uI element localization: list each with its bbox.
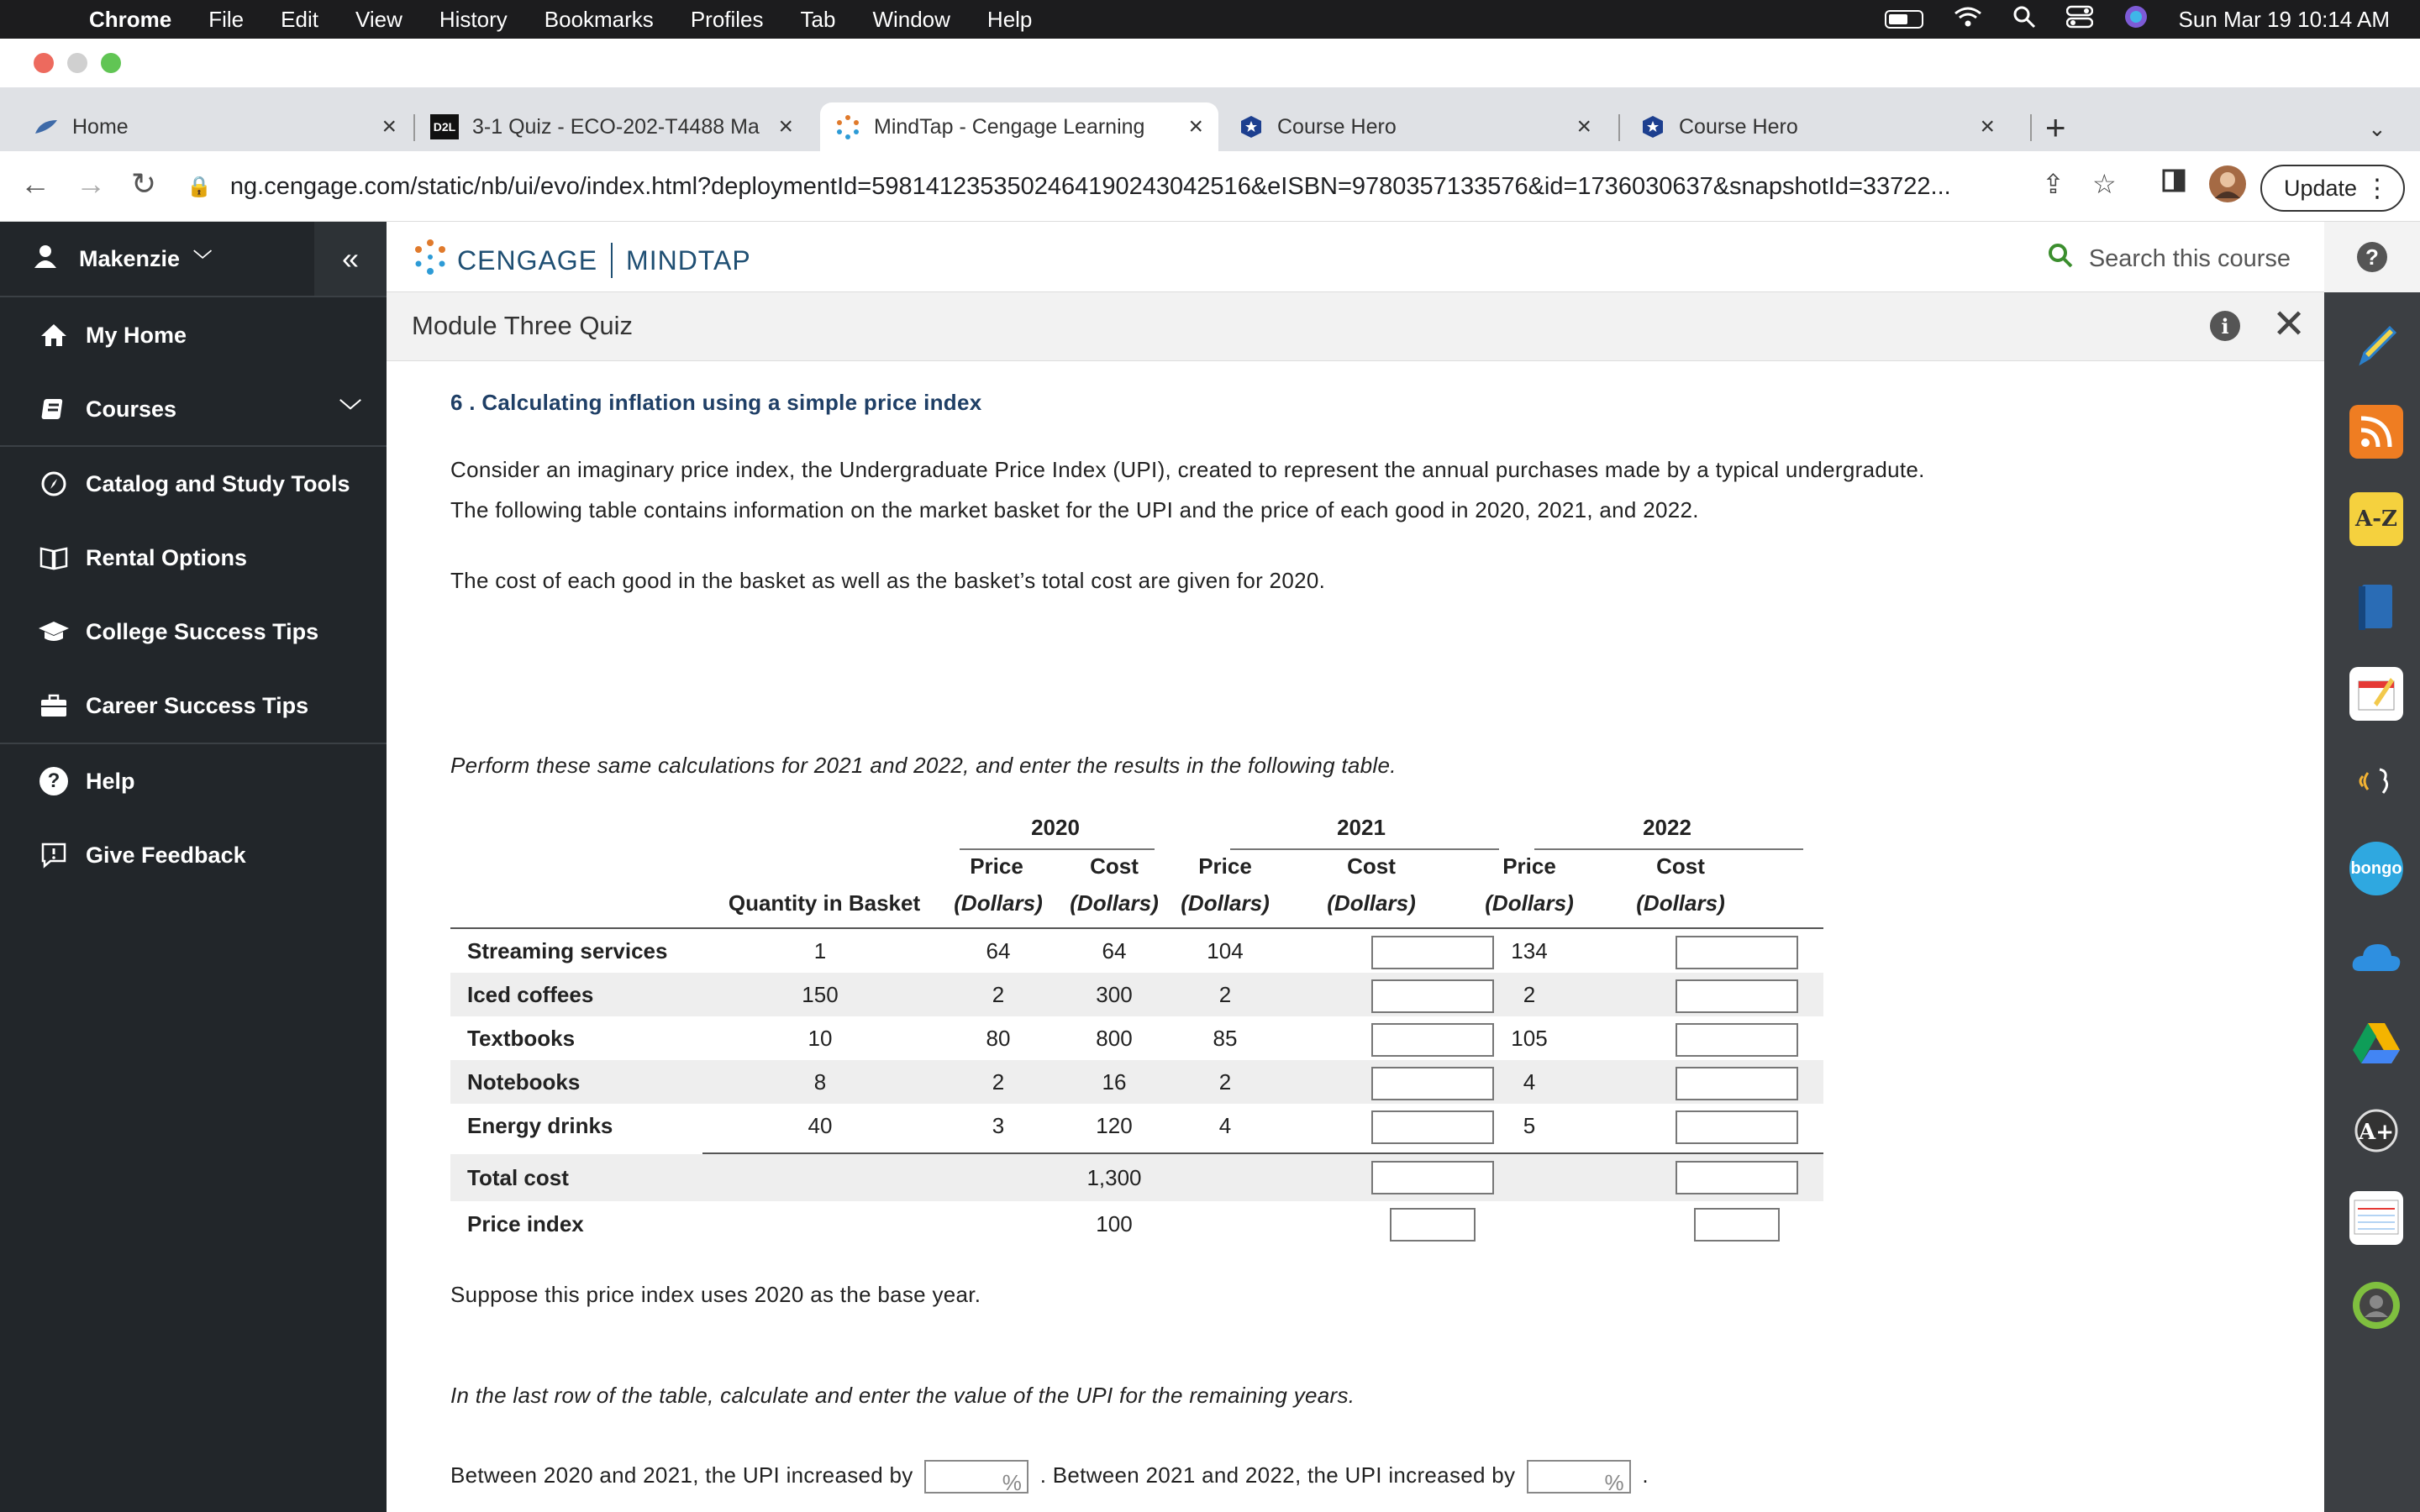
sidebar-item-label: Help (86, 768, 135, 794)
sidebar-item-give-feedback[interactable] (0, 819, 387, 891)
open-book-icon (30, 545, 77, 570)
svg-text:A+: A+ (2359, 1120, 2394, 1145)
total-cost-2022-input[interactable] (1676, 1161, 1798, 1194)
sidebar-item-career-success[interactable] (0, 669, 387, 742)
row-label: Iced coffees (467, 981, 594, 1007)
cost-2021-input[interactable] (1371, 1023, 1494, 1057)
last-row-instruction: In the last row of the table, calculate and enter the value of the UPI for the remaining years. (450, 1383, 1355, 1408)
price-2022-cell: 2 (1523, 981, 1536, 1007)
price-2020-cell: 64 (986, 937, 1011, 963)
tab-search-chevron-icon[interactable]: ⌄ (2368, 116, 2386, 141)
tab-course-hero-1[interactable] (1239, 102, 1607, 151)
reload-icon[interactable]: ↻ (131, 166, 157, 201)
course-hero-star-icon (1640, 114, 1665, 139)
quantity-cell: 150 (802, 981, 839, 1007)
price-index-row (450, 1201, 1823, 1247)
flashcards-icon[interactable] (2349, 1191, 2403, 1245)
chevron-down-icon: ﹀ (193, 249, 213, 270)
activity-header (387, 292, 2324, 361)
cost-2021-input[interactable] (1371, 936, 1494, 969)
table-row (450, 1060, 1823, 1104)
graduation-cap-icon (30, 619, 77, 644)
search-icon (2047, 242, 2074, 276)
cost-2020-cell: 120 (1096, 1112, 1133, 1138)
cost-2021-input[interactable] (1371, 1067, 1494, 1100)
table-row (450, 1104, 1823, 1147)
profile-ring-icon[interactable] (2349, 1278, 2403, 1332)
window-titlebar (0, 39, 2420, 87)
tab-mindtap[interactable] (820, 102, 1218, 151)
table-row (450, 973, 1823, 1016)
rss-feed-icon[interactable] (2349, 405, 2403, 459)
upi-increase-2022-input[interactable] (1527, 1460, 1631, 1494)
cost-2020-cell: 800 (1096, 1025, 1133, 1051)
row-label: Total cost (467, 1164, 569, 1190)
cost-2020-cell: 300 (1096, 981, 1133, 1007)
quantity-cell: 40 (808, 1112, 833, 1138)
menu-edit[interactable]: Edit (281, 6, 318, 32)
readspeaker-icon[interactable] (2349, 754, 2403, 808)
cost-2022-input[interactable] (1676, 1023, 1798, 1057)
zoom-window-button[interactable] (101, 53, 121, 73)
tab-strip (0, 87, 2420, 151)
double-chevron-left-icon: « (341, 241, 360, 276)
pencil-icon[interactable] (2349, 318, 2403, 371)
lock-icon: 🔒 (187, 175, 212, 198)
brand-mindtap: MINDTAP (626, 244, 751, 276)
question-heading: 6 . Calculating inflation using a simple price index (450, 390, 982, 415)
tab-home[interactable] (34, 102, 412, 151)
col-header-price: Price (1198, 853, 1252, 879)
menu-window[interactable]: Window (872, 6, 950, 32)
cost-2022-input[interactable] (1676, 979, 1798, 1013)
row-label: Notebooks (467, 1068, 581, 1095)
price-index-2020-cell: 100 (1096, 1210, 1133, 1236)
row-label: Energy drinks (467, 1112, 613, 1138)
cost-2022-input[interactable] (1676, 1067, 1798, 1100)
table-row (450, 929, 1823, 973)
macos-menubar (0, 0, 2420, 39)
address-bar[interactable] (187, 165, 2128, 208)
col-header-quantity: Quantity in Basket (728, 890, 921, 916)
brand-cengage: CENGAGE (457, 244, 598, 276)
help-circle-icon: ? (30, 767, 77, 795)
row-label: Textbooks (467, 1025, 576, 1051)
menu-view[interactable]: View (355, 6, 402, 32)
question-paragraph: Consider an imaginary price index, the Undergraduate Price Index (UPI), created to represent the annual purchases made by a typical undergradute. (450, 457, 1925, 482)
close-tab-icon[interactable]: × (778, 113, 793, 140)
price-2022-cell: 105 (1511, 1025, 1548, 1051)
question-paragraph: The cost of each good in the basket as well as the basket’s total cost are given for 2020. (450, 568, 1326, 593)
aplia-icon[interactable] (2349, 1104, 2403, 1158)
tab-title: 3-1 Quiz - ECO-202-T4488 Ma (472, 114, 760, 139)
quantity-cell: 8 (813, 1068, 827, 1095)
kebab-menu-icon[interactable]: ⋮ (2365, 174, 2390, 202)
profile-avatar[interactable] (2208, 165, 2247, 210)
close-activity-icon[interactable]: ✕ (2272, 302, 2307, 347)
menu-bookmarks[interactable]: Bookmarks (544, 6, 654, 32)
sidebar-item-catalog[interactable] (0, 448, 387, 520)
price-2021-cell: 2 (1218, 1068, 1232, 1095)
d2l-favicon: D2L (430, 114, 459, 139)
menu-app-name[interactable]: Chrome (89, 6, 172, 32)
user-name: Makenzie (79, 245, 181, 271)
upi-increase-sentence (450, 1457, 1649, 1494)
sidebar-item-label: Rental Options (86, 544, 248, 570)
total-cost-2020-cell: 1,300 (1086, 1164, 1142, 1190)
info-icon[interactable]: i (2210, 311, 2240, 341)
cost-2021-input[interactable] (1371, 979, 1494, 1013)
wifi-icon[interactable] (1954, 6, 1982, 34)
compass-icon (30, 470, 77, 497)
price-2021-cell: 85 (1213, 1025, 1238, 1051)
col-header-dollars: (Dollars) (1485, 890, 1574, 916)
user-icon (34, 244, 57, 274)
quantity-cell: 1 (813, 937, 827, 963)
tab-d2l-quiz[interactable] (430, 102, 808, 151)
sidebar-item-label: Catalog and Study Tools (86, 470, 350, 496)
price-2020-cell: 80 (986, 1025, 1011, 1051)
tab-course-hero-2[interactable] (1640, 102, 2010, 151)
url-text[interactable]: ng.cengage.com/static/nb/ui/evo/index.html?deploymentId=5981412353502464190243042516&eISBN=9780357133576&id=1736030637&snapshotId=33722... (229, 172, 1951, 200)
col-header-price: Price (1502, 853, 1556, 879)
sentence-part: . (1642, 1462, 1649, 1488)
app-dock (2324, 292, 2420, 1512)
close-tab-icon[interactable]: × (1576, 113, 1591, 140)
year-header-2022: 2022 (1643, 815, 1691, 840)
google-drive-icon[interactable] (2349, 1016, 2403, 1070)
cengage-mindtap-logo[interactable] (412, 239, 751, 282)
cost-2021-input[interactable] (1371, 1110, 1494, 1144)
tab-title: Course Hero (1679, 114, 1798, 139)
sidebar-item-label: College Success Tips (86, 618, 319, 644)
bookmark-star-icon[interactable]: ☆ (2092, 169, 2117, 199)
notes-icon[interactable] (2349, 667, 2403, 721)
col-header-cost: Cost (1347, 853, 1396, 879)
bongo-icon[interactable]: bongo (2349, 842, 2403, 895)
row-label: Price index (467, 1210, 584, 1236)
ebook-icon[interactable] (2349, 580, 2403, 633)
close-window-button[interactable] (34, 53, 54, 73)
search-placeholder: Search this course (2088, 245, 2291, 272)
menu-history[interactable]: History (439, 6, 508, 32)
col-header-cost: Cost (1656, 853, 1705, 879)
price-2020-cell: 2 (992, 981, 1005, 1007)
sidebar-item-label: Give Feedback (86, 842, 246, 868)
col-header-cost: Cost (1090, 853, 1139, 879)
cengage-spark-icon (412, 239, 449, 282)
col-header-dollars: (Dollars) (1327, 890, 1416, 916)
year-header-2021: 2021 (1337, 815, 1386, 840)
quantity-cell: 10 (808, 1025, 833, 1051)
percent-sign: % (1002, 1470, 1023, 1496)
price-2022-cell: 5 (1523, 1112, 1536, 1138)
spotlight-search-icon[interactable] (2012, 5, 2036, 34)
col-header-dollars: (Dollars) (1070, 890, 1159, 916)
sidebar-item-label: Career Success Tips (86, 692, 309, 718)
collapse-sidebar-button[interactable] (314, 222, 387, 296)
control-center-icon[interactable] (2066, 5, 2093, 34)
price-2021-cell: 104 (1207, 937, 1244, 963)
new-tab-plus-icon[interactable]: + (2045, 108, 2066, 147)
cost-2022-input[interactable] (1676, 1110, 1798, 1144)
notebook-icon (30, 396, 77, 422)
price-2021-cell: 4 (1218, 1112, 1232, 1138)
close-tab-icon[interactable]: × (381, 113, 397, 140)
update-label: Update (2284, 175, 2358, 201)
cengage-leaf-icon (34, 114, 59, 139)
menu-file[interactable]: File (208, 6, 245, 32)
update-button[interactable] (2260, 165, 2405, 212)
sidebar-item-help[interactable] (0, 745, 387, 817)
browser-toolbar (0, 151, 2420, 222)
quiz-content (387, 361, 2324, 1512)
sidebar-item-courses[interactable] (0, 373, 387, 445)
table-row (450, 1016, 1823, 1060)
onedrive-cloud-icon[interactable] (2349, 929, 2403, 983)
tab-title: Course Hero (1277, 114, 1397, 139)
forward-arrow-icon[interactable]: → (76, 166, 106, 201)
sidebar-item-rental-options[interactable] (0, 522, 387, 594)
cost-2020-cell: 64 (1102, 937, 1127, 963)
sentence-part: Between 2020 and 2021, the UPI increased by (450, 1462, 913, 1488)
course-hero-star-icon (1239, 114, 1264, 139)
menu-help[interactable]: Help (986, 6, 1033, 32)
percent-sign: % (1604, 1470, 1624, 1496)
row-label: Streaming services (467, 937, 668, 963)
base-year-text: Suppose this price index uses 2020 as the base year. (450, 1282, 981, 1307)
chevron-down-icon: ﹀ (339, 397, 361, 423)
mindtap-header (387, 222, 2324, 292)
price-2021-cell: 2 (1218, 981, 1232, 1007)
briefcase-icon (30, 693, 77, 718)
price-index-2022-input[interactable] (1694, 1208, 1780, 1242)
side-panel-icon[interactable] (2161, 168, 2186, 200)
tab-title: Home (72, 114, 129, 139)
cost-2020-cell: 16 (1102, 1068, 1127, 1095)
price-2022-cell: 4 (1523, 1068, 1536, 1095)
feedback-bubble-icon (30, 842, 77, 869)
siri-icon[interactable] (2123, 4, 2149, 35)
total-cost-2021-input[interactable] (1371, 1161, 1494, 1194)
sidebar-item-label: Courses (86, 396, 177, 422)
sidebar-item-label: My Home (86, 322, 187, 348)
price-2020-cell: 2 (992, 1068, 1005, 1095)
upi-increase-2021-input[interactable] (924, 1460, 1028, 1494)
close-tab-icon[interactable]: × (1188, 113, 1203, 140)
total-cost-row (450, 1154, 1823, 1201)
col-header-dollars: (Dollars) (1636, 890, 1725, 916)
glossary-az-icon[interactable]: A-Z (2349, 492, 2403, 546)
col-header-price: Price (970, 853, 1023, 879)
question-paragraph: The following table contains information on the market basket for the UPI and the price of each good in 2020, 2021, and 2022. (450, 497, 1699, 522)
sentence-part: . Between 2021 and 2022, the UPI increased by (1039, 1462, 1516, 1488)
question-mark-icon: ? (2357, 242, 2387, 272)
user-menu[interactable] (0, 222, 314, 296)
col-header-dollars: (Dollars) (1181, 890, 1270, 916)
price-2022-cell: 134 (1511, 937, 1548, 963)
sidebar-item-college-success[interactable] (0, 596, 387, 668)
left-sidebar (0, 222, 387, 1512)
price-index-2021-input[interactable] (1390, 1208, 1476, 1242)
activity-title: Module Three Quiz (412, 311, 634, 340)
home-icon (30, 323, 77, 348)
share-icon[interactable]: ⇪ (2042, 169, 2065, 199)
col-header-dollars: (Dollars) (954, 890, 1043, 916)
minimize-window-button[interactable] (67, 53, 87, 73)
help-button[interactable] (2324, 222, 2420, 292)
menubar-clock[interactable]: Sun Mar 19 10:14 AM (2178, 6, 2390, 32)
battery-icon[interactable] (1885, 10, 1923, 29)
menu-profiles[interactable]: Profiles (690, 6, 764, 32)
back-arrow-icon[interactable]: ← (20, 166, 50, 201)
table-instruction: Perform these same calculations for 2021 and 2022, and enter the results in the following table. (450, 753, 1397, 778)
course-search[interactable] (2047, 242, 2291, 276)
tab-title: MindTap - Cengage Learning (874, 114, 1145, 139)
close-tab-icon[interactable]: × (1980, 113, 1995, 140)
cengage-spark-icon (835, 114, 860, 139)
sidebar-item-my-home[interactable] (0, 299, 387, 371)
cost-2022-input[interactable] (1676, 936, 1798, 969)
year-header-2020: 2020 (1031, 815, 1080, 840)
price-2020-cell: 3 (992, 1112, 1005, 1138)
menu-tab[interactable]: Tab (800, 6, 836, 32)
